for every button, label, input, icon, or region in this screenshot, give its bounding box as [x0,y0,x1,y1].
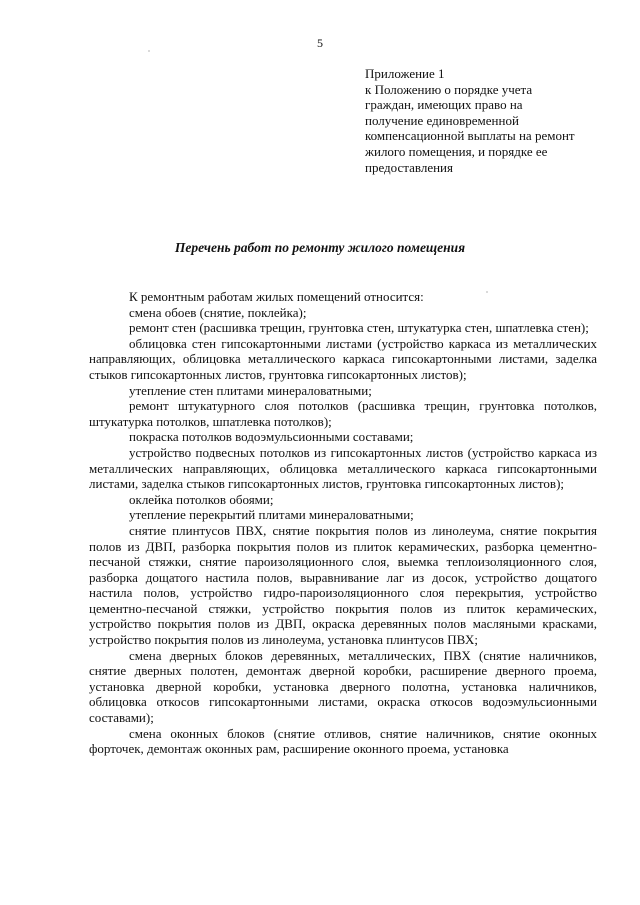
appendix-line: к Положению о порядке учета [365,81,533,97]
list-item: утепление перекрытий плитами минераловатными; [129,507,414,523]
list-item: смена обоев (снятие, поклейка); [129,304,307,320]
appendix-line: получение единовременной [365,112,519,128]
appendix-line: Приложение 1 [365,66,445,81]
list-item: покраска потолков водоэмульсионными составами; [129,429,414,445]
list-item: облицовка стен гипсокартонными листами (устройство каркаса из металлических направляющих, облицовка металлического каркаса гипсокартонными листами, заделка стыков гипсокартонных листов, грунтовка гипсокартонных листов); [89,335,597,382]
appendix-line: жилого помещения, и порядке ее [365,143,548,159]
page-number: 5 [317,36,323,50]
scan-speck [148,50,150,52]
appendix-line: предоставления [365,159,453,175]
list-item: смена дверных блоков деревянных, металлических, ПВХ (снятие наличников, снятие дверных полотен, демонтаж дверной коробки, расширение дверного проема, установка дверной коробки, установка дверного полотна, установка наличников, облицовка откосов гипсокартонными листами, окраска откосов водоэмульсионными составами); [89,647,597,726]
appendix-line: компенсационной выплаты на ремонт [365,128,575,144]
list-item: устройство подвесных потолков из гипсокартонных листов (устройство каркаса из металлических направляющих, облицовка металлического каркаса гипсокартонными листами, заделка стыков гипсокартонных листов, грунтовка гипсокартонных листов); [89,444,597,492]
paragraph-intro: К ремонтным работам жилых помещений относится: [129,289,424,304]
list-item: утепление стен плитами минераловатными; [129,382,372,398]
list-item: оклейка потолков обоями; [129,491,274,507]
scan-speck [486,291,488,293]
document-body [89,289,597,757]
document-title: Перечень работ по ремонту жилого помещения [174,240,466,255]
list-item: снятие плинтусов ПВХ, снятие покрытия полов из линолеума, снятие покрытия полов из ДВП, разборка покрытия полов из плиток керамических, разборка цементно-песчаной стяжки, снятие пароизоляционного слоя, выемка теплоизоляционного слоя, разборка дощатого настила полов, выравнивание лаг из досок, устройство дощатого настила полов, устройство гидро-пароизоляционного слоя перекрытия, устройство цементно-песчаной стяжки, устройство покрытия полов из плиток керамических, устройство покрытия полов из ДВП, окраска деревянных полов масляными красками, устройство покрытия полов из линолеума, установка плинтусов ПВХ; [89,522,597,648]
list-item: ремонт штукатурного слоя потолков (расшивка трещин, грунтовка потолков, штукатурка потолков, шпатлевка потолков); [89,398,597,429]
list-item: ремонт стен (расшивка трещин, грунтовка стен, штукатурка стен, шпатлевка стен); [129,320,589,336]
appendix-line: граждан, имеющих право на [365,97,523,113]
appendix-header [365,66,605,175]
list-item: смена оконных блоков (снятие отливов, снятие наличников, снятие оконных форточек, демонтаж оконных рам, расширение оконного проема, установка [89,725,597,757]
